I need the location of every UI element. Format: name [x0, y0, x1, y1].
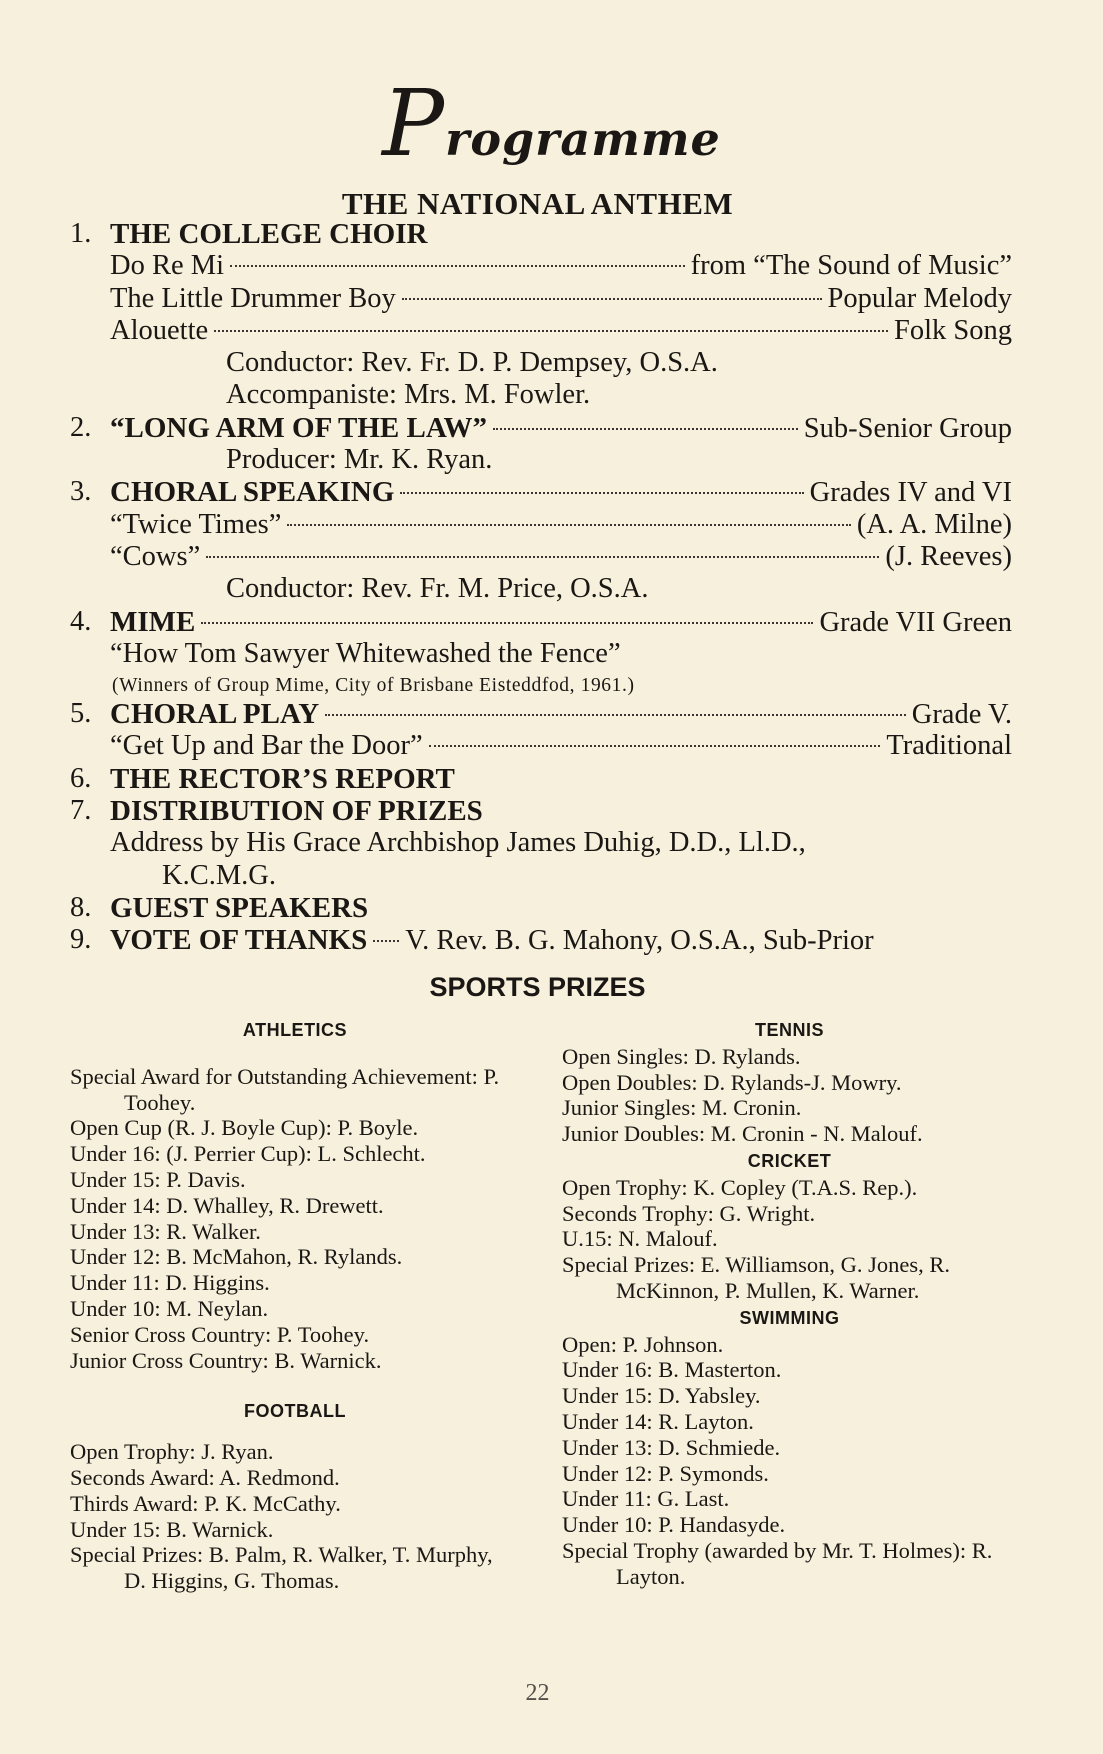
sports-left-column	[70, 1018, 520, 1594]
song-source: from “The Sound of Music”	[690, 250, 1012, 282]
page-title	[0, 70, 1103, 177]
prize-entry: Under 15: P. Davis.	[70, 1166, 246, 1192]
item-heading: GUEST SPEAKERS	[110, 891, 369, 924]
item-number: 6.	[70, 762, 92, 794]
programme-item-4	[70, 606, 1012, 638]
programme-item-5	[70, 698, 1012, 730]
prize-entry: Seconds Award: A. Redmond.	[70, 1464, 340, 1490]
leader-dots	[493, 428, 798, 430]
prize-entry: Under 12: B. McMahon, R. Rylands.	[70, 1244, 403, 1270]
cricket-heading: CRICKET	[747, 1150, 832, 1171]
prize-entry: Under 11: D. Higgins.	[70, 1270, 270, 1296]
sports-right-column	[562, 1018, 1017, 1590]
programme-item-6	[70, 763, 1012, 795]
producer-credit: Producer: Mr. K. Ryan.	[226, 444, 493, 476]
leader-dots	[201, 622, 813, 624]
song-row	[70, 315, 1012, 347]
leader-dots	[230, 265, 685, 267]
prize-entry: Under 10: P. Handasyde.	[562, 1512, 786, 1538]
piece-row	[70, 730, 1012, 762]
prize-entry: Under 12: P. Symonds.	[562, 1460, 769, 1486]
piece-row	[70, 509, 1012, 541]
address-line: K.C.M.G.	[162, 859, 277, 891]
prize-entry: Under 14: R. Layton.	[562, 1408, 754, 1434]
prize-entry: Senior Cross Country: P. Toohey.	[70, 1321, 370, 1347]
credit-row	[70, 379, 1012, 411]
piece-title: “Cows”	[110, 540, 201, 572]
title-initial: P	[382, 70, 446, 177]
prize-entry: Junior Cross Country: B. Warnick.	[70, 1347, 382, 1373]
credit-row	[70, 573, 1012, 605]
credit-row	[70, 347, 1012, 379]
leader-dots	[287, 524, 850, 526]
piece-row	[70, 638, 1012, 670]
piece-title: “How Tom Sawyer Whitewashed the Fence”	[110, 637, 621, 669]
leader-dots	[402, 298, 822, 300]
swimming-heading: SWIMMING	[739, 1307, 840, 1328]
address-line: Address by His Grace Archbishop James Duhig, D.D., Ll.D.,	[110, 827, 806, 859]
programme-item-8	[70, 892, 1012, 924]
item-heading: MIME	[110, 605, 196, 638]
prize-entry: Thirds Award: P. K. McCathy.	[70, 1490, 341, 1516]
performer: Grades IV and VI	[809, 477, 1012, 509]
title-rest: rogramme	[445, 112, 721, 166]
prize-entry: Under 16: B. Masterton.	[562, 1357, 782, 1383]
prize-entry: Special Prizes: E. Williamson, G. Jones, R. McKinnon, P. Mullen, K. Warner.	[562, 1252, 951, 1303]
prize-entry: Open Singles: D. Rylands.	[562, 1043, 801, 1069]
address-row	[70, 827, 1012, 859]
prize-entry: Under 15: D. Yabsley.	[562, 1383, 761, 1409]
prize-entry: Under 15: B. Warnick.	[70, 1516, 274, 1542]
item-heading: VOTE OF THANKS	[110, 924, 368, 957]
sports-prizes-heading: SPORTS PRIZES	[429, 972, 646, 1002]
prize-entry: Under 10: M. Neylan.	[70, 1295, 269, 1321]
song-row	[70, 250, 1012, 282]
piece-source: Traditional	[886, 730, 1012, 762]
piece-row	[70, 541, 1012, 573]
item-heading: THE COLLEGE CHOIR	[110, 218, 428, 250]
leader-dots	[373, 940, 399, 942]
piece-author: (J. Reeves)	[885, 540, 1012, 572]
leader-dots	[214, 330, 888, 332]
item-number: 5.	[70, 698, 92, 730]
football-heading: FOOTBALL	[244, 1401, 346, 1422]
prize-entry: Under 11: G. Last.	[562, 1486, 730, 1512]
prize-entry: Open Trophy: J. Ryan.	[70, 1439, 274, 1465]
song-title: Alouette	[110, 314, 209, 346]
programme-item-9	[70, 924, 1012, 956]
prize-entry: Under 13: D. Schmiede.	[562, 1434, 781, 1460]
programme-item-3	[70, 476, 1012, 508]
performer: Grade VII Green	[819, 606, 1012, 638]
performer: Grade V.	[911, 699, 1012, 731]
prize-entry: Special Prizes: B. Palm, R. Walker, T. Murphy, D. Higgins, G. Thomas.	[70, 1542, 493, 1594]
song-source: Folk Song	[894, 314, 1012, 346]
page-number: 22	[525, 1680, 550, 1706]
prize-entry: Under 13: R. Walker.	[70, 1218, 261, 1244]
prize-entry: Under 14: D. Whalley, R. Drewett.	[70, 1192, 384, 1218]
programme-item-2	[70, 412, 1012, 444]
leader-dots	[325, 714, 906, 716]
prize-entry: Special Trophy (awarded by Mr. T. Holmes): R. Layton.	[562, 1537, 993, 1589]
prize-entry: U.15: N. Malouf.	[562, 1226, 718, 1252]
item-heading: DISTRIBUTION OF PRIZES	[110, 795, 483, 828]
piece-title: “Twice Times”	[110, 508, 282, 540]
prize-entry: Open Trophy: K. Copley (T.A.S. Rep.).	[562, 1174, 918, 1200]
athletics-heading: ATHLETICS	[242, 1020, 348, 1040]
prize-entry: Seconds Trophy: G. Wright.	[562, 1200, 816, 1226]
prize-entry: Under 16: (J. Perrier Cup): L. Schlecht.	[70, 1141, 426, 1167]
item-heading: THE RECTOR’S REPORT	[110, 762, 455, 795]
prize-entry: Open Cup (R. J. Boyle Cup): P. Boyle.	[70, 1115, 419, 1141]
conductor-credit: Conductor: Rev. Fr. M. Price, O.S.A.	[226, 573, 649, 605]
piece-title: “Get Up and Bar the Door”	[110, 730, 423, 762]
item-number: 8.	[70, 891, 92, 923]
accompaniste-credit: Accompaniste: Mrs. M. Fowler.	[226, 379, 591, 411]
song-title: Do Re Mi	[110, 250, 224, 282]
tennis-heading: TENNIS	[754, 1020, 824, 1040]
speaker: V. Rev. B. G. Mahony, O.S.A., Sub-Prior	[405, 925, 874, 957]
item-number: 3.	[70, 476, 92, 508]
conductor-credit: Conductor: Rev. Fr. D. P. Dempsey, O.S.A.	[226, 347, 718, 379]
credit-row	[70, 444, 1012, 476]
item-number: 4.	[70, 605, 92, 637]
national-anthem-heading: THE NATIONAL ANTHEM	[341, 186, 734, 221]
item-number: 9.	[70, 924, 92, 956]
item-number: 1.	[70, 218, 92, 249]
eisteddfod-note: (Winners of Group Mime, City of Brisbane Eisteddfod, 1961.)	[112, 675, 635, 697]
piece-author: (A. A. Milne)	[856, 508, 1012, 540]
item-number: 7.	[70, 795, 92, 827]
song-source: Popular Melody	[827, 282, 1012, 314]
song-title: The Little Drummer Boy	[110, 282, 396, 314]
item-heading: CHORAL SPEAKING	[110, 476, 395, 509]
item-heading: CHORAL PLAY	[110, 698, 320, 731]
programme-item-7	[70, 795, 1012, 827]
programme-item-1	[70, 218, 1012, 250]
prize-entry: Junior Singles: M. Cronin.	[562, 1095, 802, 1121]
leader-dots	[429, 745, 881, 747]
performer: Sub-Senior Group	[803, 412, 1012, 444]
prize-entry: Open Doubles: D. Rylands-J. Mowry.	[562, 1069, 902, 1095]
prize-entry: Open: P. Johnson.	[562, 1331, 724, 1357]
leader-dots	[400, 492, 803, 494]
item-heading: “LONG ARM OF THE LAW”	[110, 411, 488, 444]
prize-entry: Junior Doubles: M. Cronin - N. Malouf.	[562, 1121, 923, 1147]
note-row	[70, 670, 1012, 698]
item-number: 2.	[70, 411, 92, 443]
song-row	[70, 283, 1012, 315]
leader-dots	[206, 556, 879, 558]
prize-entry: Special Award for Outstanding Achievement: P. Toohey.	[70, 1063, 500, 1115]
address-row	[70, 860, 1012, 892]
programme-list	[70, 218, 1012, 957]
